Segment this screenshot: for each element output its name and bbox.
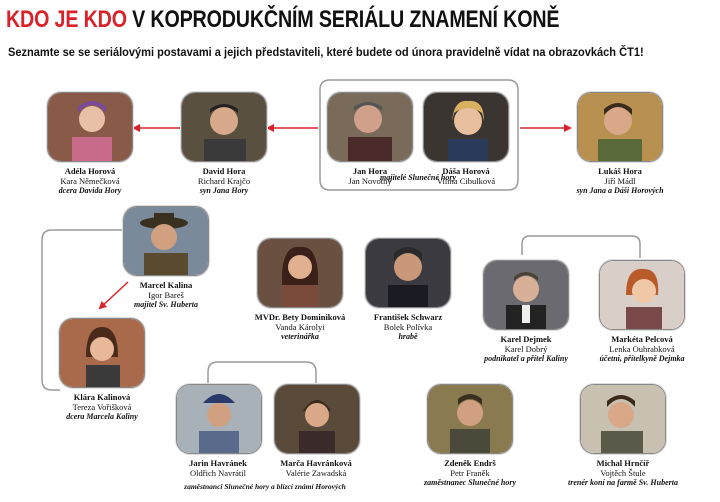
character-card-frantisek xyxy=(360,238,456,342)
actor-name: Tereza Vořišková xyxy=(72,402,132,412)
actor-name: Vojtěch Štule xyxy=(600,468,646,478)
dejmek-pelcova-connector xyxy=(522,236,640,258)
portrait-photo xyxy=(59,318,145,388)
character-name: Lukáš Hora xyxy=(598,166,642,176)
havranek-couple-role: zaměstnanci Slunečné hory a blízcí známí Horových xyxy=(184,482,346,491)
actor-name: Bolek Polívka xyxy=(383,322,433,332)
character-name: František Schwarz xyxy=(373,312,443,322)
actor-name: Jiří Mádl xyxy=(604,176,636,186)
character-name: Jarin Havránek xyxy=(189,458,247,468)
character-name: Klára Kalinová xyxy=(73,392,131,402)
character-card-dasa xyxy=(418,92,514,186)
character-card-marcel xyxy=(118,206,214,310)
character-card-bety xyxy=(250,238,350,342)
portrait-photo xyxy=(123,206,209,276)
character-role: dcera Davida Hory xyxy=(58,186,122,195)
character-card-jan xyxy=(322,92,418,186)
actor-name: Oldřich Navrátil xyxy=(190,468,246,478)
portrait-photo xyxy=(423,92,509,162)
portrait-photo xyxy=(365,238,451,308)
portrait-photo xyxy=(47,92,133,162)
character-card-adela xyxy=(42,92,138,196)
character-card-jarin xyxy=(176,384,260,478)
actor-name: Igor Bareš xyxy=(148,290,184,300)
character-name: Dáša Horová xyxy=(442,166,490,176)
character-role: syn Jana a Dáši Horových xyxy=(576,186,664,195)
portrait-photo xyxy=(327,92,413,162)
character-name: Michal Hrnčíř xyxy=(596,458,650,468)
portrait-photo xyxy=(274,384,360,454)
character-role: podnikatel a přítel Kaliny xyxy=(484,354,568,363)
character-card-marketa xyxy=(592,260,692,364)
page-subtitle: Seznamte se se seriálovými postavami a jejich představiteli, které budete od února pravidelně vídat na obrazovkách ČT1! xyxy=(8,45,644,59)
character-card-karel xyxy=(478,260,574,364)
character-card-marca xyxy=(274,384,358,478)
character-name: MVDr. Bety Dominiková xyxy=(254,312,346,322)
actor-name: Karel Dobrý xyxy=(504,344,548,354)
portrait-photo xyxy=(483,260,569,330)
character-card-klara xyxy=(54,318,150,422)
character-role: dcera Marcela Kaliny xyxy=(66,412,138,421)
character-role: trenér koní na farmě Sv. Huberta xyxy=(568,478,678,487)
character-name: Jan Hora xyxy=(352,166,388,176)
character-card-david xyxy=(176,92,272,196)
character-role: hrabě xyxy=(398,332,418,341)
character-role: veterinářka xyxy=(281,332,319,341)
character-name: Karel Dejmek xyxy=(500,334,552,344)
character-role: syn Jana Hory xyxy=(199,186,249,195)
character-name: Marcel Kalina xyxy=(139,280,193,290)
actor-name: Lenka Ouhrabková xyxy=(609,344,675,354)
actor-name: Vanda Károlyi xyxy=(275,322,325,332)
actor-name: Jan Novotný xyxy=(348,176,392,186)
character-name: Marča Havránková xyxy=(280,458,352,468)
portrait-photo xyxy=(599,260,685,330)
character-role: účetní, přítelkyně Dejmka xyxy=(599,354,685,363)
character-name: Adéla Horová xyxy=(64,166,116,176)
actor-name: Petr Franěk xyxy=(450,468,490,478)
title-rest: V KOPRODUKČNÍM SERIÁLU ZNAMENÍ KONĚ xyxy=(132,6,560,33)
actor-name: Vilma Cibulková xyxy=(436,176,496,186)
hora-parents-role: majitelé Slunečné hory xyxy=(380,173,456,182)
portrait-photo xyxy=(580,384,666,454)
character-role: majitel Sv. Huberta xyxy=(134,300,198,309)
character-name: Zdeněk Endrš xyxy=(444,458,496,468)
character-card-zdenek xyxy=(420,384,520,488)
character-card-lukas xyxy=(566,92,674,196)
portrait-photo xyxy=(427,384,513,454)
portrait-photo xyxy=(257,238,343,308)
character-role: zaměstnanec Slunečné hory xyxy=(423,478,516,487)
portrait-photo xyxy=(577,92,663,162)
actor-name: Kara Němečková xyxy=(60,176,120,186)
portrait-photo xyxy=(181,92,267,162)
character-name: Markéta Pelcová xyxy=(611,334,673,344)
character-name: David Hora xyxy=(202,166,246,176)
actor-name: Valérie Zawadská xyxy=(285,468,347,478)
portrait-photo xyxy=(176,384,262,454)
actor-name: Richard Krajčo xyxy=(197,176,251,186)
title-highlight: KDO JE KDO xyxy=(6,6,127,33)
character-card-michal xyxy=(560,384,686,488)
